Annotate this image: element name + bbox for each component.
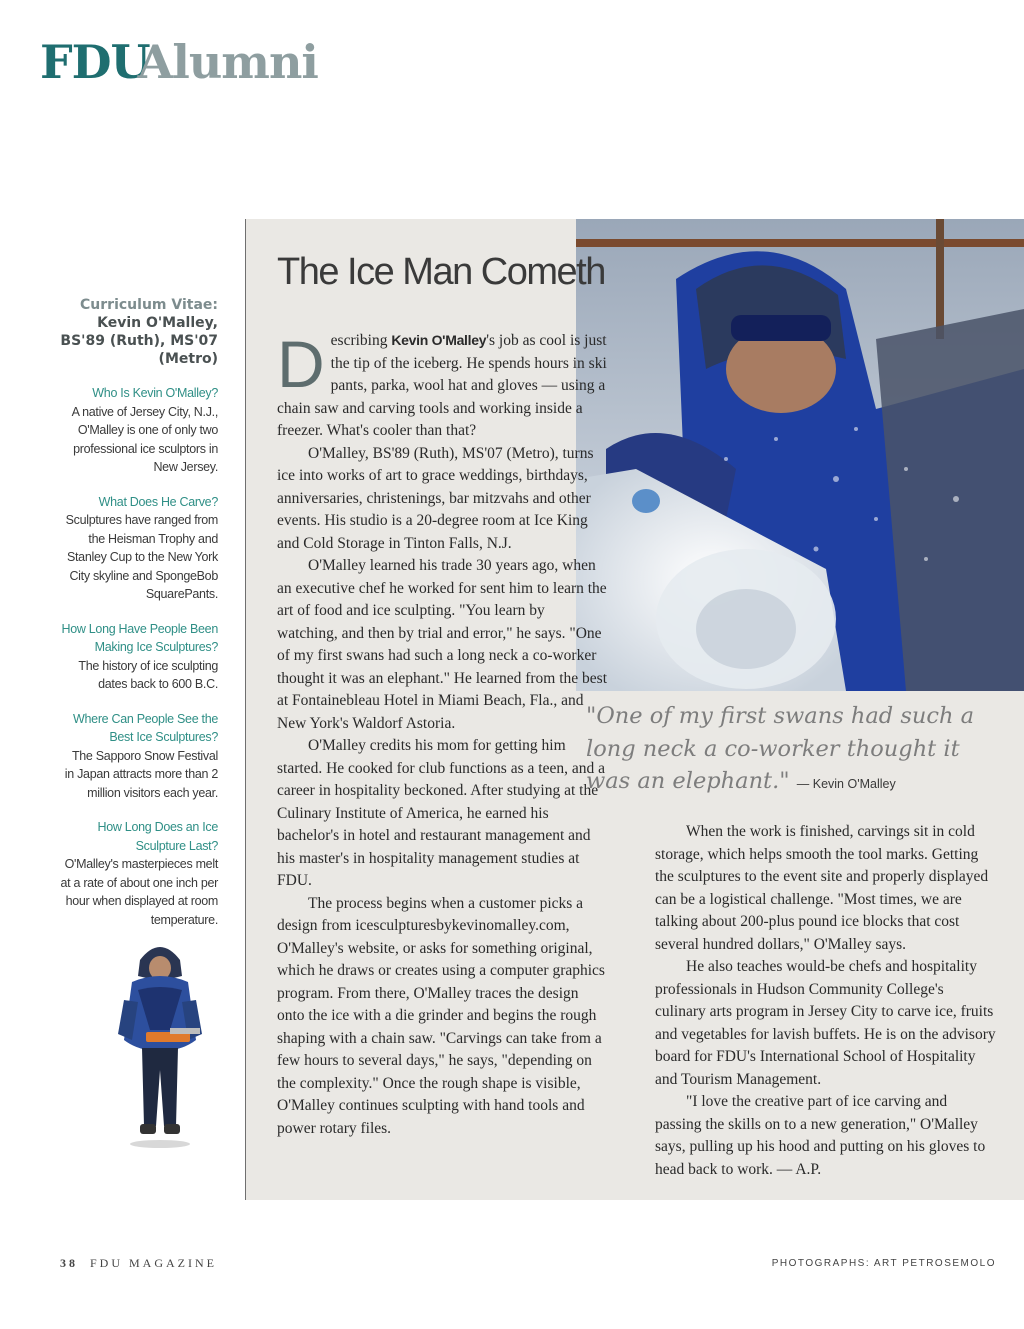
article-column-2 [655, 821, 997, 1181]
body-paragraph: O'Malley learned his trade 30 years ago, when an executive chef he worked for sent him to learn the art of food and ice sculpting. "You learn by watching, and then by trial and error," he says. "One of my first swans had such a long neck a co-worker thought it was an elephant." He learned from the best at Fontainebleau Hotel in Miami Beach, Fla., and New York's Waldorf Astoria. [277, 557, 608, 732]
magazine-name: FDU MAGAZINE [90, 1256, 217, 1270]
page-folio [60, 1256, 217, 1271]
photo-credit: PHOTOGRAPHS: ART PETROSEMOLO [771, 1258, 996, 1269]
logo-alumni: Alumni [137, 35, 318, 89]
faq-question: What Does He Carve? [98, 494, 218, 509]
pull-quote-attribution: — Kevin O'Malley [796, 777, 896, 791]
faq-answer: The history of ice sculpting dates back to 600 B.C. [78, 658, 218, 691]
faq-answer: Sculptures have ranged from the Heisman Trophy and Stanley Cup to the New York City skyline and SpongeBob SquarePants. [65, 513, 218, 601]
faq-question: Where Can People See the Best Ice Sculptures? [73, 711, 218, 744]
cv-label: Curriculum Vitae: [80, 297, 218, 313]
body-paragraph: When the work is finished, carvings sit in cold storage, which helps smooth the tool marks. Getting the sculptures to the event site and properly displayed can be a logistical challenge. "Most times, we are talking about 200-plus pound ice blocks that cost several hundred dollars," O'Malley says. [655, 823, 989, 953]
article-title: The Ice Man Cometh [277, 251, 605, 293]
lead-name: Kevin O'Malley [391, 332, 487, 348]
cv-name: Kevin O'Malley, BS'89 (Ruth), MS'07 (Metro) [60, 315, 218, 367]
faq-answer: A native of Jersey City, N.J., O'Malley is one of only two professional ice sculptors in New Jersey. [71, 404, 218, 474]
faq-question: How Long Have People Been Making Ice Sculptures? [61, 621, 218, 654]
body-paragraph: O'Malley credits his mom for getting him started. He cooked for club functions as a teen, and a career in hospitality beckoned. After studying at the Culinary Institute of America, he earned his bachelor's in hotel and restaurant management and his master's in hospitality management studies at FDU. [277, 737, 605, 889]
faq-question: How Long Does an Ice Sculpture Last? [97, 820, 218, 853]
pull-quote-text: "One of my first swans had such a long neck a co-worker thought it was an elephant." [586, 703, 975, 794]
drop-cap: D [277, 327, 325, 401]
magazine-section-logo [40, 34, 318, 90]
lead-paragraph [277, 329, 607, 443]
pull-quote [586, 700, 1006, 801]
body-paragraph: He also teaches would-be chefs and hospitality professionals in Hudson Community College's culinary arts program in Jersey City to carve ice, fruits and vegetables for lavish buffets. He is on the advisory board for FDU's International School of Hospitality and Tourism Management. [655, 958, 996, 1088]
faq-item [60, 710, 218, 803]
article-column-1 [277, 329, 607, 1140]
lead-text-rest: 's job as cool is just the tip of the iceberg. He spends hours in ski pants, parka, wool hat and gloves — using a chain saw and carving tools and working inside a freezer. What's cooler than that? [277, 332, 607, 439]
body-paragraph: O'Malley, BS'89 (Ruth), MS'07 (Metro), turns ice into works of art to grace weddings, birthdays, anniversaries, christenings, bar mitzvahs and other events. His studio is a 20-degree room at Ice King and Cold Storage in Tinton Falls, N.J. [277, 444, 594, 552]
sculptor-cutout-photo [110, 930, 210, 1150]
ice-carving-photo [576, 219, 1024, 691]
faq-item [60, 818, 218, 929]
faq-answer: O'Malley's masterpieces melt at a rate of about one inch per hour when displayed at room temperature. [60, 857, 218, 927]
sidebar-curriculum-vitae [60, 296, 218, 929]
page-number: 38 [60, 1256, 78, 1270]
lead-text: escribing [330, 332, 392, 349]
faq-answer: The Sapporo Snow Festival in Japan attracts more than 2 million visitors each year. [64, 748, 218, 800]
faq-question: Who Is Kevin O'Malley? [92, 386, 218, 400]
logo-fdu: FDU [40, 35, 150, 89]
faq-item [60, 620, 218, 694]
faq-item [60, 384, 218, 477]
faq-item [60, 493, 218, 604]
body-paragraph: "I love the creative part of ice carving and passing the skills on to a new generation," O'Malley says, pulling up his hood and putting on his gloves to head back to work. — A.P. [655, 1093, 986, 1178]
body-paragraph: The process begins when a customer picks a design from icesculpturesbykevinomalley.com, O'Malley's website, or asks for something original, which he draws or creates using a computer graphics program. From there, O'Malley traces the design onto the ice with a die grinder and begins the rough shaping with a chain saw. "Carvings can take from a few hours to several days," he says, "depending on the complexity." Once the rough shape is visible, O'Malley continues sculpting with hand tools and power rotary files. [277, 894, 605, 1137]
